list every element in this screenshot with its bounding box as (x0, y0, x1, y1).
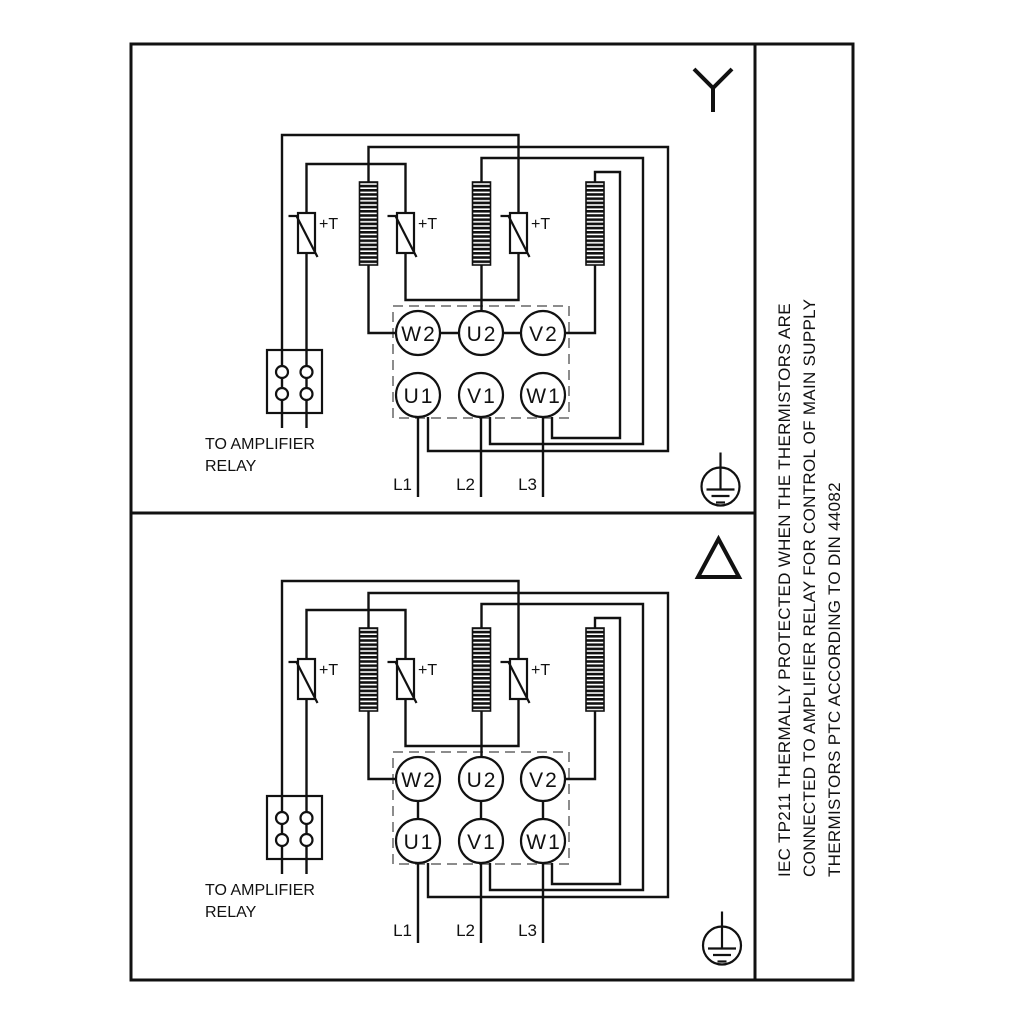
side-note-column (775, 299, 844, 877)
side-note-line-2: CONNECTED TO AMPLIFIER RELAY FOR CONTROL OF MAIN SUPPLY (800, 298, 819, 877)
star-panel-terminals (396, 311, 565, 417)
star-y-connection-icon (694, 69, 732, 112)
delta-panel-circuit (205, 581, 668, 943)
panel-star-connection (205, 69, 740, 506)
delta-triangle-connection-icon (698, 539, 739, 577)
side-note-line-1: IEC TP211 THERMALLY PROTECTED WHEN THE THERMISTORS ARE (775, 303, 794, 877)
panel-delta-connection (205, 539, 741, 965)
side-note-line-3: THERMISTORS PTC ACCORDING TO DIN 44082 (825, 482, 844, 877)
star-panel-circuit (205, 135, 668, 497)
earth-ground-icon (703, 912, 741, 965)
earth-ground-icon (702, 453, 740, 506)
